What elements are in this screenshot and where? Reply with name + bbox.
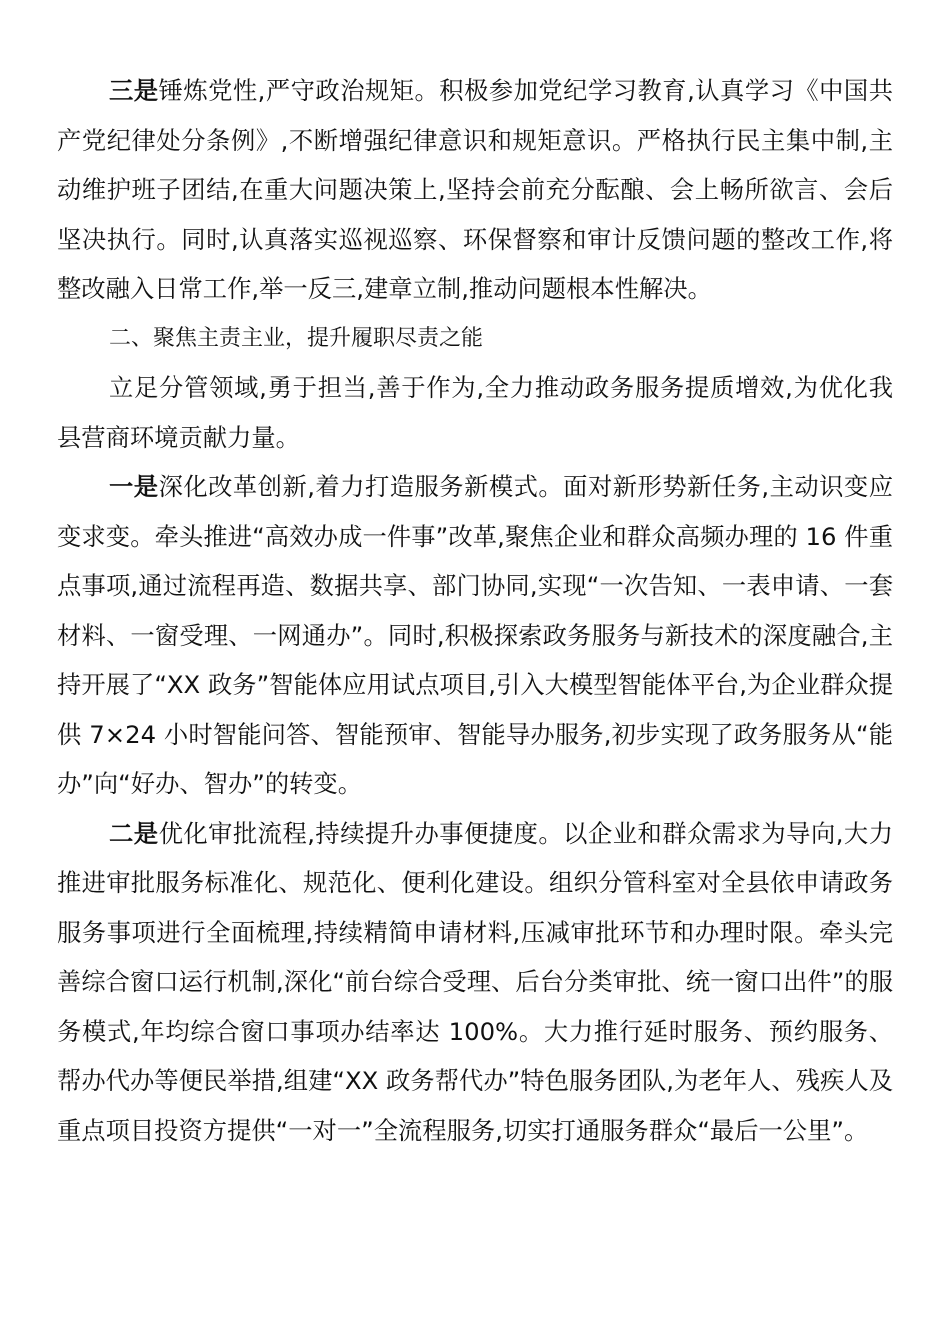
- paragraph-text: 深化改革创新,着力打造服务新模式。面对新形势新任务,主动识变应变求变。牵头推进“高效办成一件事”改革,聚焦企业和群众高频办理的 16 件重点事项,通过流程再造、数据共享、部门协同,实现“一次告知、一表申请、一套材料、一窗受理、一网通办”。同时,积极探索政务服务与新技术的深度融合,主持开展了“XX 政务”智能体应用试点项目,引入大模型智能体平台,为企业群众提供 7×24 小时智能问答、智能预审、智能导办服务,初步实现了政务服务从“能办”向“好办、智办”的转变。: [57, 472, 894, 798]
- paragraph-intro: [57, 363, 893, 462]
- document-page: [57, 66, 893, 1155]
- paragraph-discipline: [57, 66, 893, 314]
- paragraph-text: 立足分管领域,勇于担当,善于作为,全力推动政务服务提质增效,为优化我县营商环境贡献力量。: [57, 373, 893, 452]
- paragraph-lead: 一是: [109, 472, 159, 501]
- paragraph-lead: 三是: [109, 76, 159, 105]
- paragraph-lead: 二是: [109, 818, 159, 848]
- section-heading: 二、聚焦主责主业，提升履职尽责之能: [109, 325, 484, 351]
- paragraph-text: 锤炼党性,严守政治规矩。积极参加党纪学习教育,认真学习《中国共产党纪律处分条例》,不断增强纪律意识和规矩意识。严格执行民主集中制,主动维护班子团结,在重大问题决策上,坚持会前充分酝酿、会上畅所欲言、会后坚决执行。同时,认真落实巡视巡察、环保督察和审计反馈问题的整改工作,将整改融入日常工作,举一反三,建章立制,推动问题根本性解决。: [57, 76, 894, 303]
- paragraph-reform: [57, 462, 893, 809]
- paragraph-approval: [57, 809, 893, 1156]
- paragraph-text: 优化审批流程,持续提升办事便捷度。以企业和群众需求为导向,大力推进审批服务标准化、规范化、便利化建设。组织分管科室对全县依申请政务服务事项进行全面梳理,持续精简申请材料,压减审批环节和办理时限。牵头完善综合窗口运行机制,深化“前台综合受理、后台分类审批、统一窗口出件”的服务模式,年均综合窗口事项办结率达 100%。大力推行延时服务、预约服务、帮办代办等便民举措,组建“XX 政务帮代办”特色服务团队,为老年人、残疾人及重点项目投资方提供“一对一”全流程服务,切实打通服务群众“最后一公里”。: [57, 818, 894, 1145]
